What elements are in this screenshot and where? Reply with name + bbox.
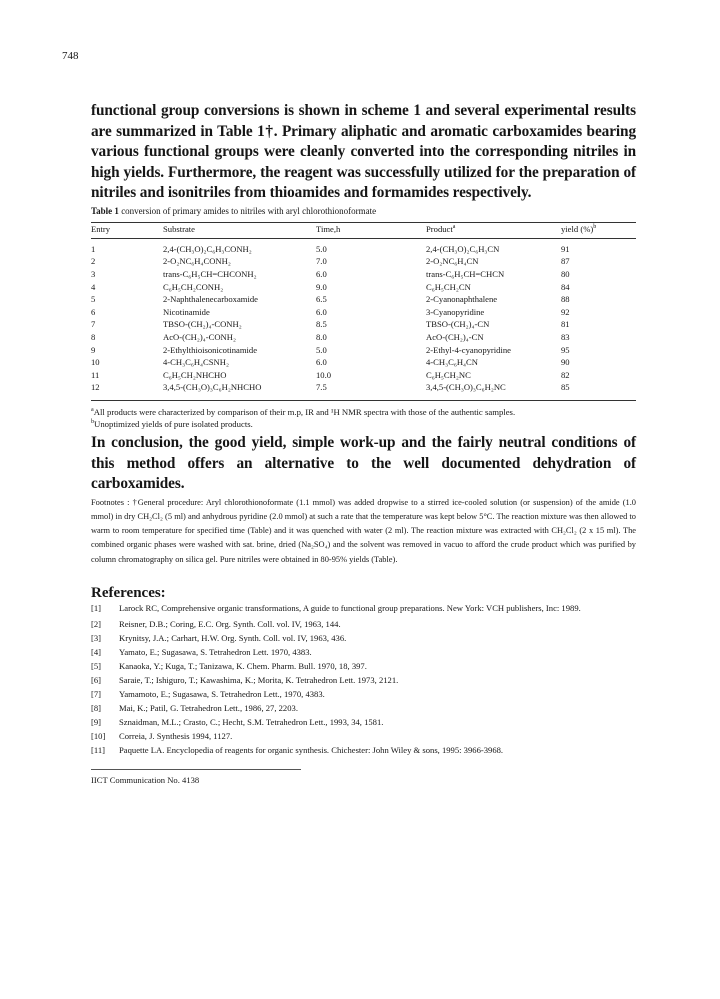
header-yield xyxy=(561,222,636,238)
cell-yield: 88 xyxy=(561,294,570,305)
reference-item xyxy=(91,617,636,631)
cell-yield: 81 xyxy=(561,319,570,330)
table-row xyxy=(91,381,636,400)
reference-text: Krynitsy, J.A.; Carhart, H.W. Org. Synth. Coll. vol. IV, 1963, 436. xyxy=(119,632,347,643)
cell-entry: 8 xyxy=(91,331,96,342)
table-row xyxy=(91,343,636,356)
references-list xyxy=(91,601,636,757)
results-table xyxy=(91,222,636,401)
cell-product: 2-Cyanonaphthalene xyxy=(426,294,498,305)
cell-entry: 1 xyxy=(91,243,96,254)
cell-product: C₆H₅CH₂NC xyxy=(426,369,471,380)
table-row xyxy=(91,293,636,306)
reference-number: [7] xyxy=(91,688,102,699)
reference-text: Reisner, D.B.; Coring, E.C. Org. Synth. Coll. vol. IV, 1963, 144. xyxy=(119,618,341,629)
table-note-b xyxy=(91,418,636,431)
reference-text: Yamato, E.; Sugasawa, S. Tetrahedron Lett. 1970, 4383. xyxy=(119,646,312,657)
header-product-label: Product xyxy=(426,223,453,234)
cell-yield: 82 xyxy=(561,369,570,380)
intro-paragraph: functional group conversions is shown in scheme 1 and several experimental results are summarized in Table 1†. Primary aliphatic and aromatic carboxamides bearing various functional groups were cleanly converted into the corresponding nitriles in high yields. Furthermore, the reagent was successfully utilized for the preparation of nitriles and isonitriles from thioamides and formamides respectively. xyxy=(91,102,636,201)
reference-item xyxy=(91,729,636,743)
reference-item xyxy=(91,601,636,617)
conclusion-paragraph: In conclusion, the good yield, simple work-up and the fairly neutral conditions of this method offers an alternative to the well documented dehydration of carboxamides. xyxy=(91,434,636,493)
reference-text: Saraie, T.; Ishiguro, T.; Kawashima, K.; Morita, K. Tetrahedron Lett. 1973, 2121. xyxy=(119,674,399,685)
reference-text: Mai, K.; Patil, G. Tetrahedron Lett., 1986, 27, 2203. xyxy=(119,702,298,713)
cell-time: 6.5 xyxy=(316,294,327,305)
cell-yield: 95 xyxy=(561,344,570,355)
reference-item xyxy=(91,659,636,673)
header-product-mark: a xyxy=(452,223,456,230)
cell-time: 7.5 xyxy=(316,382,327,393)
cell-time: 6.0 xyxy=(316,268,327,279)
table-caption xyxy=(91,206,636,216)
table-row xyxy=(91,238,636,255)
table-row xyxy=(91,280,636,293)
table-row xyxy=(91,305,636,318)
table-note-a xyxy=(91,406,636,419)
reference-number: [11] xyxy=(91,744,105,755)
cell-time: 6.0 xyxy=(316,357,327,368)
note-b-mark: b xyxy=(91,419,95,426)
table-notes xyxy=(91,406,636,432)
cell-yield: 80 xyxy=(561,268,570,279)
cell-substrate: 2-Ethylthioisonicotinamide xyxy=(163,344,258,355)
cell-product: 3-Cyanopyridine xyxy=(426,306,485,317)
cell-time: 5.0 xyxy=(316,243,327,254)
reference-text: Paquette LA. Encyclopedia of reagents for organic synthesis. Chichester: John Wiley & sons, 1995: 3966-3968. xyxy=(119,744,504,755)
cell-substrate: AcO-(CH₂)₄-CONH₂ xyxy=(163,331,236,342)
reference-item xyxy=(91,715,636,729)
cell-yield: 85 xyxy=(561,382,570,393)
cell-product: C₆H₅CH₂CN xyxy=(426,281,471,292)
cell-substrate: C₆H₅CH₂NHCHO xyxy=(163,369,227,380)
header-substrate: Substrate xyxy=(163,223,195,234)
table-row xyxy=(91,331,636,344)
cell-entry: 7 xyxy=(91,319,96,330)
reference-number: [10] xyxy=(91,730,106,741)
reference-text: Sznaidman, M.L.; Crasto, C.; Hecht, S.M. Tetrahedron Lett., 1993, 34, 1581. xyxy=(119,716,384,727)
cell-entry: 6 xyxy=(91,306,96,317)
reference-item xyxy=(91,687,636,701)
table-row xyxy=(91,356,636,369)
cell-entry: 4 xyxy=(91,281,96,292)
reference-text: Kanaoka, Y.; Kuga, T.; Tanizawa, K. Chem. Pharm. Bull. 1970, 18, 397. xyxy=(119,660,367,671)
cell-entry: 10 xyxy=(91,357,100,368)
reference-number: [2] xyxy=(91,618,102,629)
cell-product: trans-C₆H₅CH=CHCN xyxy=(426,268,505,279)
cell-entry: 9 xyxy=(91,344,96,355)
cell-yield: 84 xyxy=(561,281,570,292)
cell-time: 7.0 xyxy=(316,256,327,267)
cell-substrate: 2-O₂NC₆H₄CONH₂ xyxy=(163,256,231,267)
cell-time: 8.0 xyxy=(316,331,327,342)
cell-time: 8.5 xyxy=(316,319,327,330)
table-row xyxy=(91,268,636,281)
header-time: Time,h xyxy=(316,223,341,234)
cell-substrate: trans-C₆H₅CH=CHCONH₂ xyxy=(163,268,257,279)
cell-time: 9.0 xyxy=(316,281,327,292)
cell-entry: 5 xyxy=(91,294,96,305)
reference-number: [6] xyxy=(91,674,102,685)
header-entry: Entry xyxy=(91,223,111,234)
header-product xyxy=(426,222,561,238)
reference-item xyxy=(91,743,636,757)
reference-number: [3] xyxy=(91,632,102,643)
cell-yield: 90 xyxy=(561,357,570,368)
reference-text: Yamamoto, E.; Sugasawa, S. Tetrahedron Lett., 1970, 4383. xyxy=(119,688,325,699)
table-caption-label: Table 1 xyxy=(91,205,119,216)
cell-product: TBSO-(CH₂)₄-CN xyxy=(426,319,490,330)
cell-entry: 12 xyxy=(91,382,100,393)
cell-entry: 11 xyxy=(91,369,100,380)
cell-substrate: Nicotinamide xyxy=(163,306,210,317)
table-row xyxy=(91,368,636,381)
cell-product: 2-O₂NC₆H₄CN xyxy=(426,256,479,267)
reference-item xyxy=(91,645,636,659)
cell-entry: 3 xyxy=(91,268,96,279)
cell-substrate: TBSO-(CH₂)₄-CONH₂ xyxy=(163,319,242,330)
cell-time: 5.0 xyxy=(316,344,327,355)
reference-number: [4] xyxy=(91,646,102,657)
header-yield-label: yield (%) xyxy=(561,223,594,234)
cell-product: 2,4-(CH₃O)₂C₆H₃CN xyxy=(426,243,500,254)
cell-yield: 87 xyxy=(561,256,570,267)
cell-product: 4-CH₃C₆H₄CN xyxy=(426,357,478,368)
cell-time: 6.0 xyxy=(316,306,327,317)
cell-product: AcO-(CH₂)₄-CN xyxy=(426,331,484,342)
table-caption-text: conversion of primary amides to nitriles with aryl chlorothionoformate xyxy=(118,205,377,216)
cell-substrate: 3,4,5-(CH₃O)₃C₆H₂NHCHO xyxy=(163,382,262,393)
cell-entry: 2 xyxy=(91,256,96,267)
table-header-row xyxy=(91,222,636,238)
note-a-mark: a xyxy=(91,406,94,413)
cell-substrate: 2,4-(CH₃O)₂C₆H₃CONH₂ xyxy=(163,243,252,254)
cell-yield: 83 xyxy=(561,331,570,342)
reference-item xyxy=(91,701,636,715)
main-content xyxy=(91,101,636,785)
cell-product: 3,4,5-(CH₃O)₃C₆H₂NC xyxy=(426,382,506,393)
communication-number: IICT Communication No. 4138 xyxy=(91,769,301,785)
footnotes: Footnotes : †General procedure: Aryl chlorothionoformate (1.1 mmol) was added dropwise to a stirred ice-cooled solution (or suspension) of the amide (1.0 mmol) in dry CH₂Cl₂ (5 ml) and anhydrous pyridine (2.0 mmol) at such a rate that the temperature was kept below 5°C. The reaction mixture was then allowed to warm to room temperature for specified time (Table) and it was quenched with water (2 ml). The reaction mixture was extracted with CH₂Cl₂ (2 x 15 ml). The combined organic phases were washed with sat. brine, dried (Na₂SO₄) and the solvent was removed in vacuo to afford the crude product which was purified by column chromatography on silica gel. Pure nitriles were obtained in 80-95% yields (Table). xyxy=(91,497,636,564)
reference-item xyxy=(91,673,636,687)
cell-substrate: 2-Naphthalenecarboxamide xyxy=(163,294,258,305)
table-row xyxy=(91,255,636,268)
page-number: 748 xyxy=(62,50,79,62)
reference-number: [5] xyxy=(91,660,102,671)
table-row xyxy=(91,318,636,331)
reference-text: Correia, J. Synthesis 1994, 1127. xyxy=(119,730,233,741)
reference-text: Larock RC, Comprehensive organic transformations, A guide to functional group preparations. New York: VCH publishers, Inc: 1989. xyxy=(119,602,581,613)
cell-product: 2-Ethyl-4-cyanopyridine xyxy=(426,344,511,355)
references-heading: References: xyxy=(91,584,166,601)
reference-number: [9] xyxy=(91,716,102,727)
cell-yield: 92 xyxy=(561,306,570,317)
reference-number: [1] xyxy=(91,602,102,613)
cell-time: 10.0 xyxy=(316,369,332,380)
reference-number: [8] xyxy=(91,702,102,713)
note-b-text: Unoptimized yields of pure isolated products. xyxy=(94,419,253,430)
cell-substrate: C₆H₅CH₂CONH₂ xyxy=(163,281,224,292)
cell-substrate: 4-CH₃C₆H₄CSNH₂ xyxy=(163,357,229,368)
cell-yield: 91 xyxy=(561,243,570,254)
note-a-text: All products were characterized by comparison of their m.p, IR and ¹H NMR spectra with those of the authentic samples. xyxy=(93,406,516,417)
header-yield-mark: b xyxy=(593,223,597,230)
reference-item xyxy=(91,631,636,645)
